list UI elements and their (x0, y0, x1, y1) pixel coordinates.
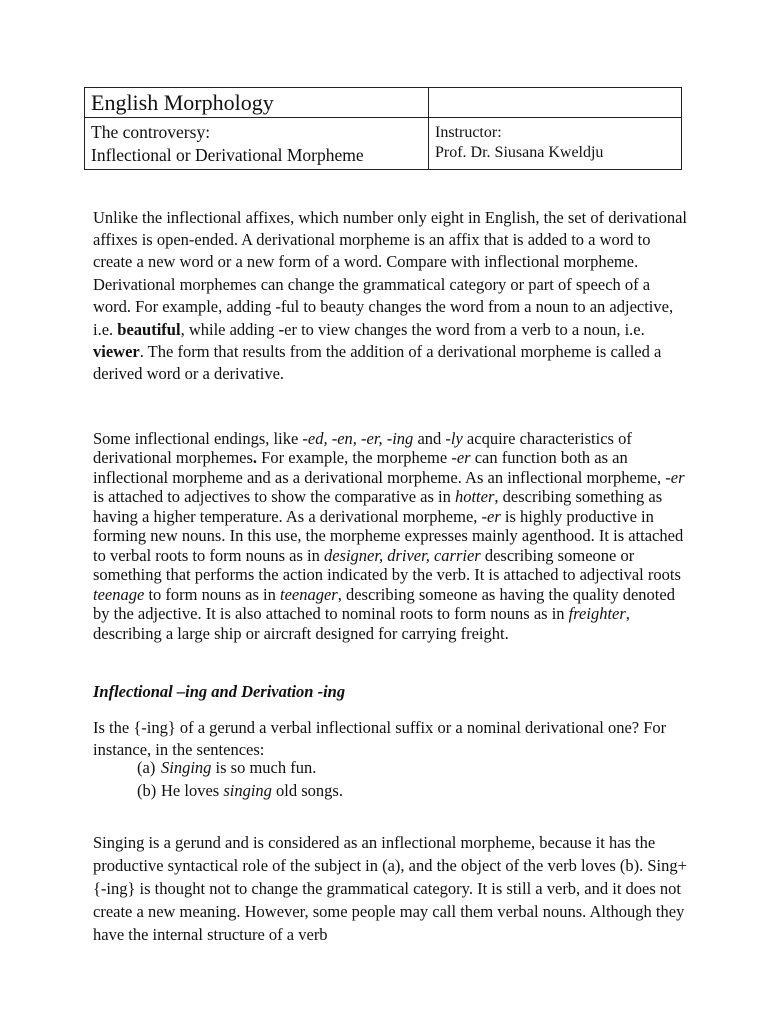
paragraph-derivational-affixes: Unlike the inflectional affixes, which number only eight in English, the set of derivational affixes is open-ended. A derivational morpheme is an affix that is added to a word to create a new word or a new form of a word. Compare with inflectional morpheme. Derivational morphemes can change the grammatical category or part of speech of a word. For example, adding -ful to beauty changes the word from a noun to an adjective, i.e. beautiful, while adding -er to view changes the word from a verb to a noun, i.e. viewer. The form that results from the addition of a derivational morpheme is called a derived word or a derivative. (93, 207, 688, 384)
example-item (137, 780, 343, 803)
subtitle-line-1: The controversy: (91, 122, 211, 142)
empty-header-cell (429, 88, 682, 118)
example-list (137, 757, 343, 802)
example-item (137, 757, 343, 780)
example-text: Singing is so much fun. (161, 758, 317, 777)
subtitle-line-2: Inflectional or Derivational Morpheme (91, 145, 364, 165)
instructor-name: Prof. Dr. Siusana Kweldju (435, 144, 604, 161)
course-header-table (84, 87, 682, 170)
example-label: (b) (137, 780, 157, 800)
paragraph-gerund-question: Is the {-ing} of a gerund a verbal inflectional suffix or a nominal derivational one? For instance, in the sentences: (93, 717, 667, 759)
lecture-subtitle (85, 118, 429, 170)
instructor-cell (429, 118, 682, 170)
instructor-label: Instructor: (435, 124, 502, 141)
example-text: He loves singing old songs. (161, 780, 343, 800)
section-heading: Inflectional –ing and Derivation -ing (93, 681, 346, 701)
course-title: English Morphology (85, 88, 429, 118)
paragraph-gerund-explanation: Singing is a gerund and is considered as an inflectional morpheme, because it has the productive syntactical role of the subject in (a), and the object of the verb loves (b). Sing+ {-ing} is thought not to change the grammatical category. It is still a verb, and it does not create a new meaning. However, some people may call them verbal nouns. Although they have the internal structure of a verb (93, 832, 687, 944)
example-label: (a) (137, 758, 156, 777)
paragraph-inflectional-endings: Some inflectional endings, like -ed, -en, -er, -ing and -ly acquire characteristics of derivational morphemes. For example, the morpheme -er can function both as an inflectional morpheme and as a derivational morpheme. As an inflectional morpheme, -er is attached to adjectives to show the comparative as in hotter, describing something as having a higher temperature. As a derivational morpheme, -er is highly productive in forming new nouns. In this use, the morpheme expresses mainly agenthood. It is attached to verbal roots to form nouns as in designer, driver, carrier describing someone or something that performs the action indicated by the verb. It is attached to adjectival roots teenage to form nouns as in teenager, describing someone as having the quality denoted by the adjective. It is also attached to nominal roots to form nouns as in freighter, describing a large ship or aircraft designed for carrying freight. (93, 428, 685, 643)
